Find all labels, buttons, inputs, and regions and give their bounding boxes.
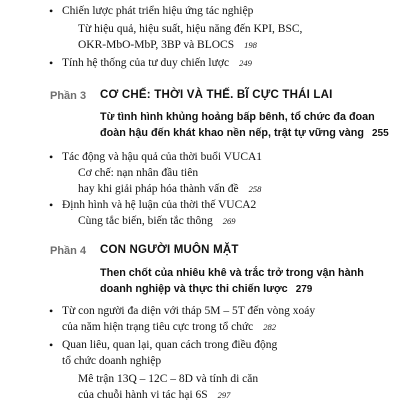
toc-entry-tinh-he-thong	[62, 56, 252, 71]
toc-entry-title: Từ con người đa diện với tháp 5M – 5T đến vòng xoáy	[62, 305, 316, 317]
part-title: CON NGƯỜI MUÔN MẶT	[100, 244, 239, 256]
part-description	[100, 282, 312, 297]
page-number: 258	[248, 184, 262, 194]
toc-subentry-text: Từ hiệu quả, hiệu suất, hiệu năng đến KPI, BSC,	[78, 23, 303, 35]
toc-subentry-text: Mê trận 13Q – 12C – 8D và tính di căn	[78, 373, 259, 385]
page-number: 249	[239, 58, 252, 68]
part-description-line: doanh nghiệp và thực thi chiến lược	[100, 283, 288, 295]
toc-subentry-text: Cùng tắc biến, biến tắc thông	[78, 215, 213, 227]
page-number: 297	[217, 390, 231, 400]
toc-entry-chien-luoc	[62, 4, 253, 19]
toc-entry-text: tổ chức doanh nghiệp	[62, 355, 162, 367]
page-number: 255	[372, 128, 389, 139]
toc-entry-text: của năm hiện trạng tiêu cực trong tổ chức	[62, 321, 254, 333]
page-number: 282	[263, 322, 277, 332]
part-label: Phần 4	[50, 245, 87, 257]
part-description-line: Then chốt của nhiêu khê và trắc trở trong vận hành	[100, 267, 364, 279]
toc-entry-title: Quan liêu, quan lại, quan cách trong điều động	[62, 339, 278, 351]
toc-subentry-text: Cơ chế: nạn nhân đầu tiên	[78, 167, 199, 179]
toc-entry-continuation	[62, 320, 276, 335]
toc-entry-tu-con-nguoi	[62, 304, 315, 319]
toc-entry-quan-lieu	[62, 338, 277, 353]
toc-subentry-text: của chuỗi hành vi tác hại 6S	[78, 389, 208, 401]
toc-subentry	[78, 166, 198, 181]
part-label: Phần 3	[50, 90, 87, 102]
part-description-line: đoàn hậu đến khát khao nền nếp, trật tự vững vàng	[100, 127, 364, 139]
page-number: 198	[244, 40, 257, 50]
toc-entry-continuation	[62, 354, 161, 369]
part-description	[100, 110, 375, 125]
toc-subentry	[78, 38, 257, 53]
toc-entry-title: Định hình và hệ luận của thời thế VUCA2	[62, 199, 257, 211]
toc-subentry	[78, 182, 261, 197]
page-number: 279	[295, 284, 313, 295]
toc-subentry	[78, 372, 258, 387]
toc-entry-dinh-hinh	[62, 198, 256, 213]
toc-subentry	[78, 388, 230, 403]
part-description	[100, 266, 364, 281]
toc-entry-tac-dong	[62, 150, 262, 165]
page-number: 269	[222, 216, 236, 226]
toc-subentry	[78, 22, 302, 37]
toc-subentry-text: OKR-MbO-MbP, 3BP và BLOCS	[78, 39, 235, 51]
part-description	[100, 126, 389, 141]
part-description-line: Từ tình hình khủng hoảng bấp bênh, tổ chức đa đoan	[100, 111, 375, 123]
toc-subentry	[78, 214, 236, 229]
toc-subentry-text: hay khi giải pháp hóa thành vấn đề	[78, 183, 239, 195]
toc-entry-title: Chiến lược phát triển hiệu ứng tác nghiệp	[62, 5, 254, 17]
toc-entry-title: Tác động và hậu quả của thời buổi VUCA1	[62, 151, 263, 163]
toc-entry-title: Tính hệ thống của tư duy chiến lược	[62, 57, 230, 69]
part-title: CƠ CHẾ: THỜI VÀ THẾ. BĨ CỰC THÁI LAI	[100, 89, 333, 101]
